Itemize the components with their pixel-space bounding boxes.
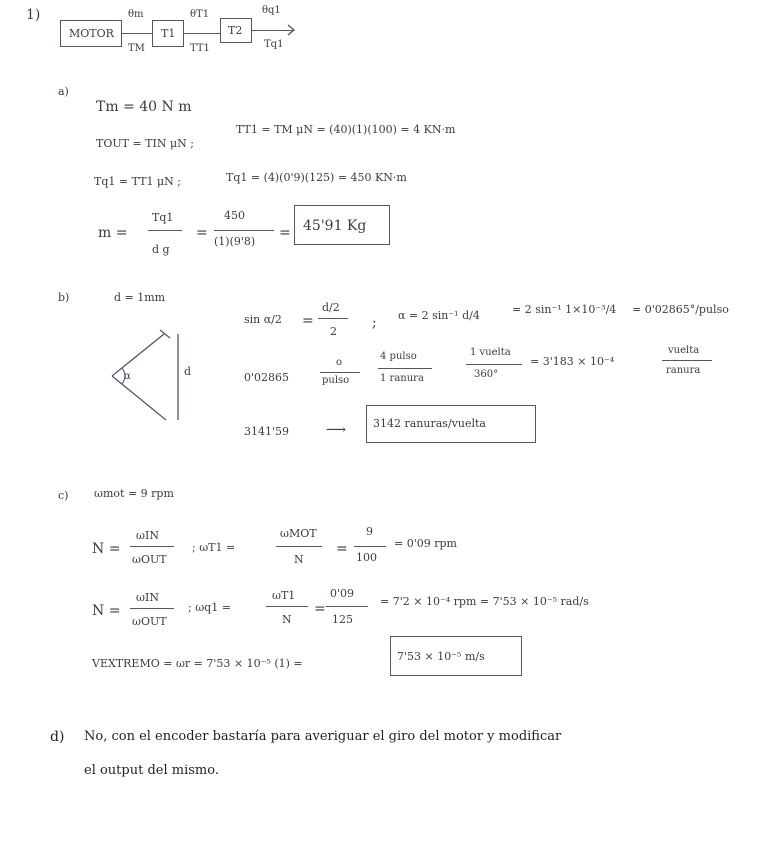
w2-num: ωT1 [272, 589, 296, 602]
w2-num2: 0'09 [330, 587, 355, 600]
sin-frac-bar [318, 318, 348, 319]
t1-block [152, 20, 184, 47]
mass-eq: = [196, 225, 208, 241]
conv-f2-bar [378, 368, 432, 369]
w2-frac-bar2 [326, 606, 368, 607]
part-c-label: c) [58, 489, 69, 502]
motor-label: MOTOR [69, 27, 114, 40]
motor-block [60, 20, 122, 47]
n2-num: ωIN [136, 591, 159, 604]
conv-f2-den: 1 ranura [380, 373, 424, 384]
n1-num: ωIN [136, 529, 159, 542]
count-result-box [366, 405, 536, 443]
conv-result: = 3'183 × 10⁻⁴ [530, 355, 615, 368]
alpha-eq2: = 2 sin⁻¹ 1×10⁻³/4 [512, 303, 617, 316]
part-a-label: a) [58, 85, 69, 98]
conv-f2-num: 4 pulso [380, 351, 417, 362]
w2-result: = 7'2 × 10⁻⁴ rpm = 7'53 × 10⁻⁵ rad/s [380, 595, 589, 608]
mass-result-box [294, 205, 390, 245]
theta-q1-label: θq1 [262, 5, 281, 16]
connector-t1-t2 [184, 33, 220, 34]
theta-m-label: θm [128, 9, 144, 20]
t-q1-label: Tq1 [264, 39, 284, 50]
theta-t1-label: θT1 [190, 9, 210, 20]
mass-den: d g [152, 243, 170, 256]
mass-num: Tq1 [152, 211, 174, 224]
v-result: 7'53 × 10⁻⁵ m/s [397, 650, 485, 663]
angle-figure [100, 328, 195, 423]
part-a-line2a: TOUT = TIN μN ; [96, 137, 194, 150]
part-b-given: d = 1mm [114, 291, 166, 304]
n2-frac-bar [130, 608, 174, 609]
part-d-line2: el output del mismo. [84, 763, 219, 778]
mass-frac-bar [148, 230, 182, 231]
mass-eq2: = [279, 225, 291, 241]
w1-den: N [294, 553, 304, 566]
conv-value: 0'02865 [244, 371, 290, 384]
conv-f3-num: 1 vuelta [470, 347, 511, 358]
conv-f3-bar [466, 364, 522, 365]
mass-den2: (1)(9'8) [214, 235, 256, 248]
n2-den: ωOUT [132, 615, 167, 628]
w1-lhs: ; ωT1 = [192, 541, 236, 554]
w1-frac-bar2 [354, 546, 386, 547]
sin-eq: = [302, 313, 314, 329]
count-arrow: ⟶ [326, 422, 347, 438]
mass-lhs: m = [98, 225, 128, 241]
w1-frac-bar [276, 546, 322, 547]
conv-f4-bar [662, 360, 712, 361]
w2-den: N [282, 613, 292, 626]
alpha-eq: α = 2 sin⁻¹ d/4 [398, 309, 480, 322]
figure-alpha: α [124, 371, 131, 382]
conv-f3-den: 360° [474, 369, 499, 380]
w2-den2: 125 [332, 613, 353, 626]
mass-result: 45'91 Kg [303, 218, 367, 234]
conv-f1-num: o [336, 357, 343, 368]
alpha-result: = 0'02865°/pulso [632, 303, 729, 316]
w2-frac-bar [266, 606, 308, 607]
part-a-line2b: TT1 = TM μN = (40)(1)(100) = 4 KN·m [236, 123, 456, 136]
w1-eq: = [336, 541, 348, 557]
conv-f4-num: vuelta [668, 345, 700, 356]
mass-frac-bar2 [214, 230, 274, 231]
w1-result: = 0'09 rpm [394, 537, 457, 550]
sin-lhs: sin α/2 [244, 313, 282, 326]
conv-f1-den: pulso [322, 375, 350, 386]
n2-lhs: N = [92, 603, 121, 619]
part-a-line1: Tm = 40 N m [96, 99, 192, 115]
w1-num: ωMOT [280, 527, 317, 540]
mass-num2: 450 [224, 209, 245, 222]
conv-f1-bar [320, 372, 360, 373]
sin-num: d/2 [322, 301, 340, 314]
figure-d: d [184, 365, 192, 378]
w1-den2: 100 [356, 551, 377, 564]
arrowhead-icon [288, 25, 298, 35]
part-d-label: d) [50, 729, 65, 745]
count-result: 3142 ranuras/vuelta [373, 417, 486, 430]
w2-lhs: ; ωq1 = [188, 601, 231, 614]
count-value: 3141'59 [244, 425, 290, 438]
connector-motor-t1 [122, 33, 152, 34]
sin-den: 2 [330, 325, 337, 338]
n1-lhs: N = [92, 541, 121, 557]
w2-eq: = [314, 601, 326, 617]
t1-label: T1 [161, 27, 176, 40]
sin-semicolon: ; [372, 315, 377, 331]
part-d-line1: No, con el encoder bastaría para averiguar el giro del motor y modificar [84, 729, 562, 744]
t2-block [220, 18, 252, 43]
t-m-label: TM [128, 43, 145, 54]
t-t1-label: TT1 [190, 43, 210, 54]
v-lhs: VEXTREMO = ωr = 7'53 × 10⁻⁵ (1) = [92, 657, 303, 670]
t2-label: T2 [228, 24, 243, 37]
problem-number: 1) [26, 7, 41, 23]
v-result-box [390, 636, 522, 676]
part-c-given: ωmot = 9 rpm [94, 487, 174, 500]
part-a-line3a: Tq1 = TT1 μN ; [94, 175, 181, 188]
w1-num2: 9 [366, 525, 373, 538]
part-a-line3b: Tq1 = (4)(0'9)(125) = 450 KN·m [226, 171, 407, 184]
n1-frac-bar [130, 546, 174, 547]
n1-den: ωOUT [132, 553, 167, 566]
part-b-label: b) [58, 291, 70, 304]
conv-f4-den: ranura [666, 365, 701, 376]
